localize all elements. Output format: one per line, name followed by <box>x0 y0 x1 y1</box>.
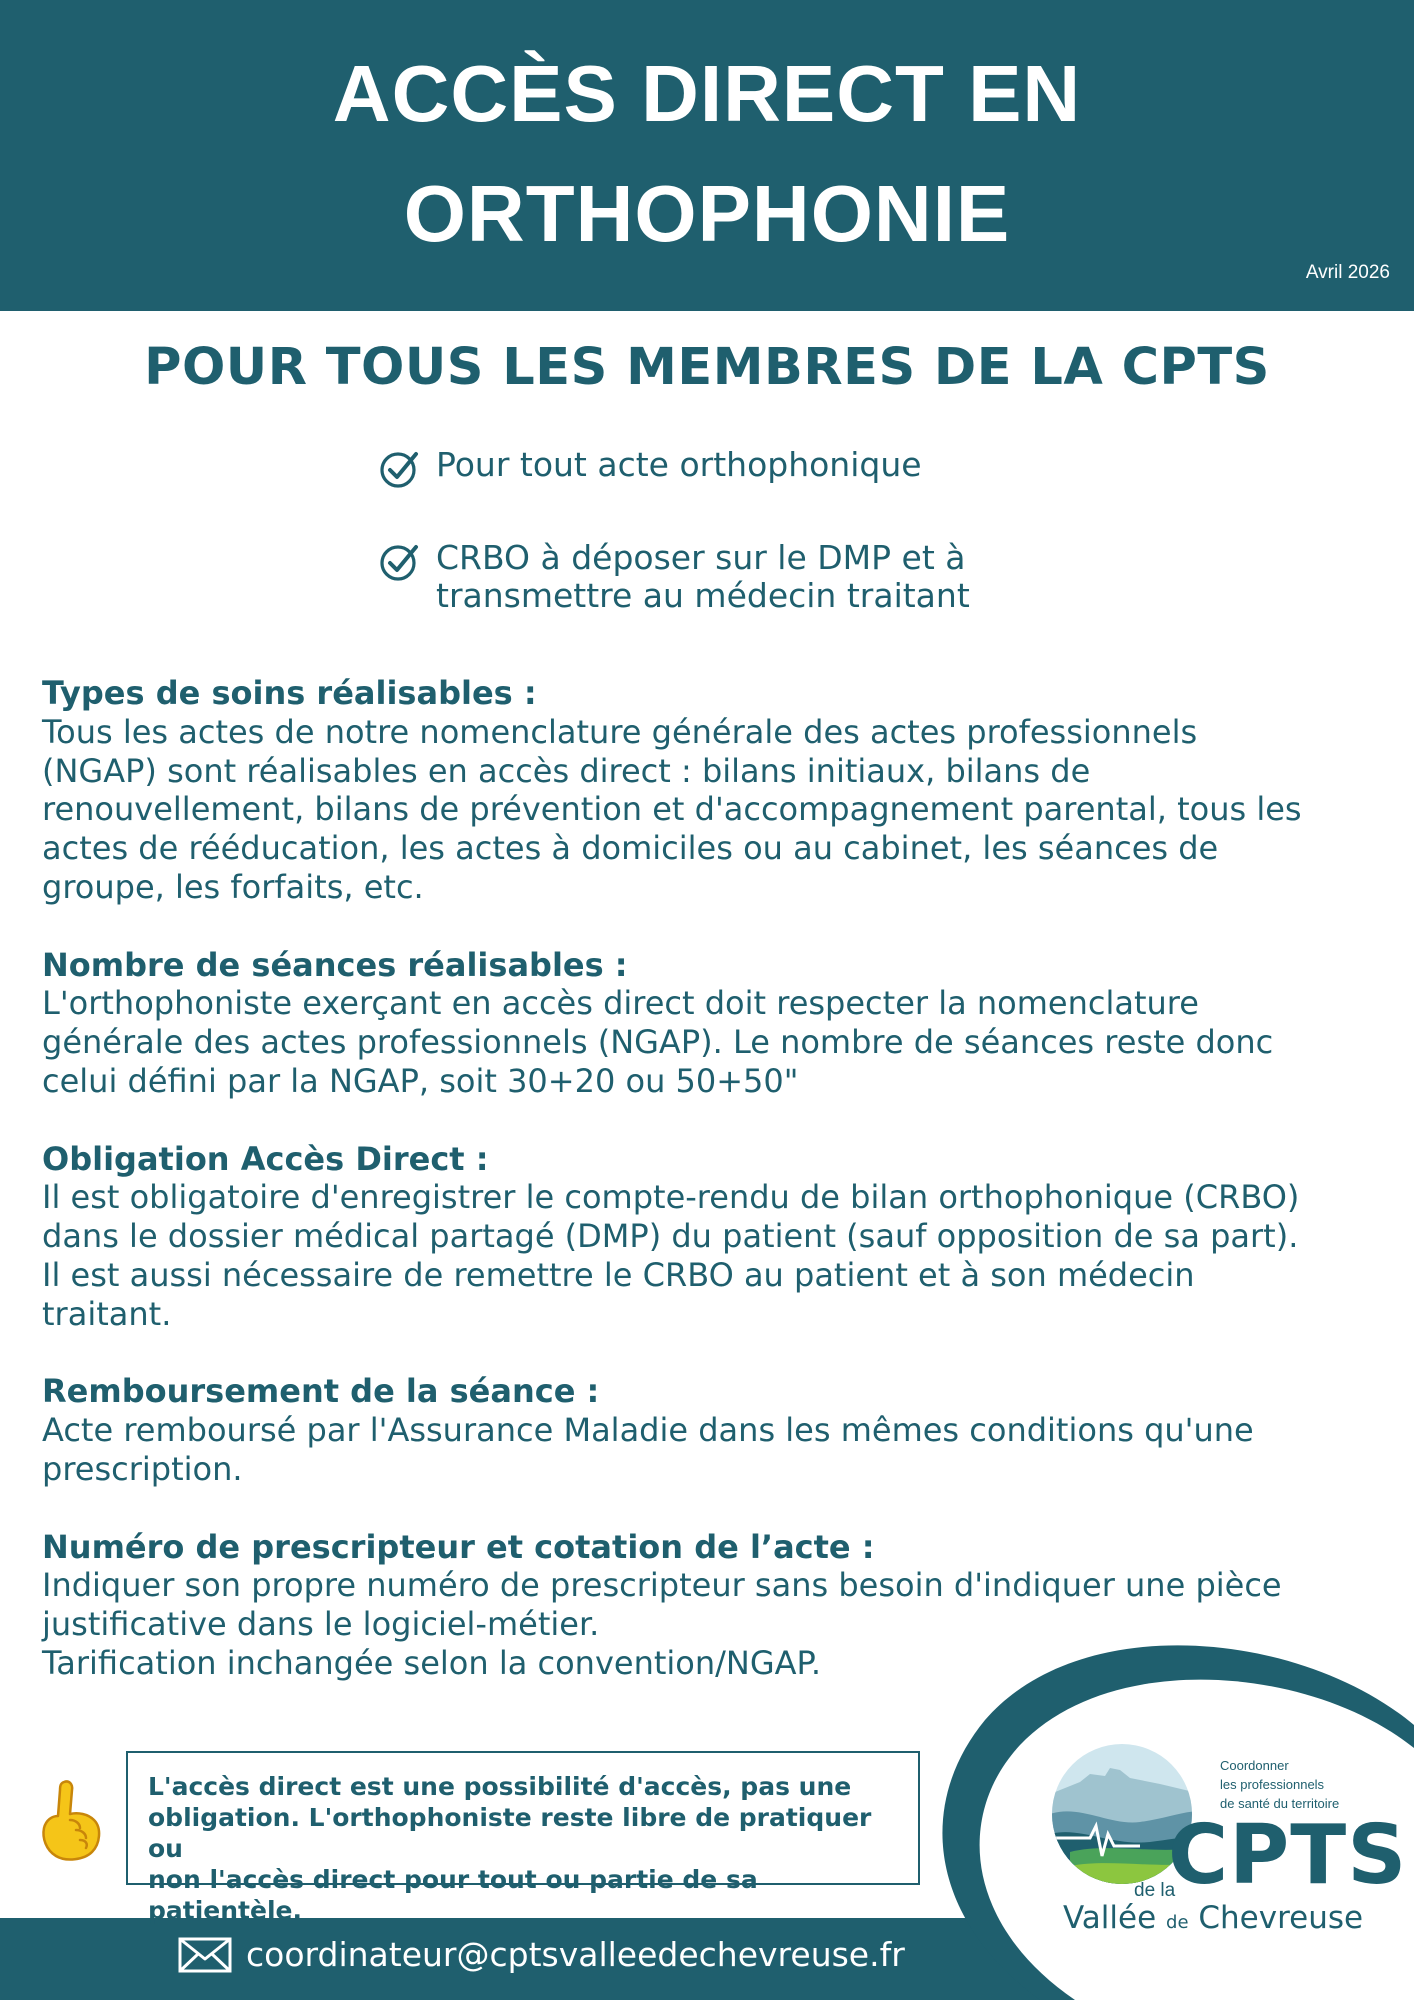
section-text: Acte remboursé par l'Assurance Maladie dans les mêmes conditions qu'une prescription. <box>42 1411 1254 1488</box>
section-text: Tous les actes de notre nomenclature générale des actes professionnels (NGAP) sont réalisables en accès direct : bilans initiaux, bilans de renouvellement, bilans de prévention et d'accompagnement parental, tous les actes de rééducation, les actes à domiciles ou au cabinet, les séances de groupe, les forfaits, etc. <box>42 712 1302 906</box>
email-address[interactable]: coordinateur@cptsvalleedechevreuse.fr <box>246 1935 905 1974</box>
pointing-hand-icon <box>36 1776 106 1862</box>
logo-vallee-text <box>1063 1900 1363 1936</box>
section-heading: Obligation Accès Direct : <box>42 1139 489 1178</box>
section-text: Indiquer son propre numéro de prescripteur sans besoin d'indiquer une pièce justificative dans le logiciel-métier. Tarification inchangée selon la convention/NGAP. <box>42 1566 1282 1682</box>
logo-cpts-text: CPTS <box>1168 1808 1408 1903</box>
section-heading: Nombre de séances réalisables : <box>42 945 628 984</box>
section-text: L'orthophoniste exerçant en accès direct doit respecter la nomenclature générale des actes professionnels (NGAP). Le nombre de séances reste donc celui défini par la NGAP, soit 30+20 ou 50+50" <box>42 984 1274 1100</box>
logo-chevreuse-word: Chevreuse <box>1198 1900 1364 1936</box>
envelope-icon <box>178 1937 232 1973</box>
section-heading: Types de soins réalisables : <box>42 674 537 712</box>
logo-de-la-text: de la <box>1134 1880 1176 1901</box>
check-item-text: CRBO à déposer sur le DMP et à transmettre au médecin traitant <box>436 538 970 615</box>
logo-tagline: Coordonner les professionnels de santé du territoire <box>1220 1758 1340 1811</box>
title-line-1: ACCÈS DIRECT EN <box>332 49 1082 138</box>
note-box: L'accès direct est une possibilité d'accès, pas une obligation. L'orthophoniste reste libre de pratiquer ou non l'accès direct pour tout ou partie de sa patientèle. <box>126 1751 920 1885</box>
contact-email[interactable] <box>178 1935 905 1974</box>
logo-vallee-word: Vallée <box>1063 1900 1157 1936</box>
section-text: Il est obligatoire d'enregistrer le compte-rendu de bilan orthophonique (CRBO) dans le dossier médical partagé (DMP) du patient (sauf opposition de sa part). Il est aussi nécessaire de remettre le CRBO au patient et à son médecin traitant. <box>42 1178 1300 1333</box>
check-item-text: Pour tout acte orthophonique <box>436 445 922 484</box>
section-heading: Numéro de prescripteur et cotation de l’acte : <box>42 1527 875 1566</box>
logo-de-word: de <box>1166 1912 1189 1933</box>
publication-date: Avril 2026 <box>1305 262 1390 283</box>
section-heading: Remboursement de la séance : <box>42 1372 600 1411</box>
subtitle: POUR TOUS LES MEMBRES DE LA CPTS <box>144 338 1270 397</box>
title-line-2: ORTHOPHONIE <box>403 169 1011 258</box>
